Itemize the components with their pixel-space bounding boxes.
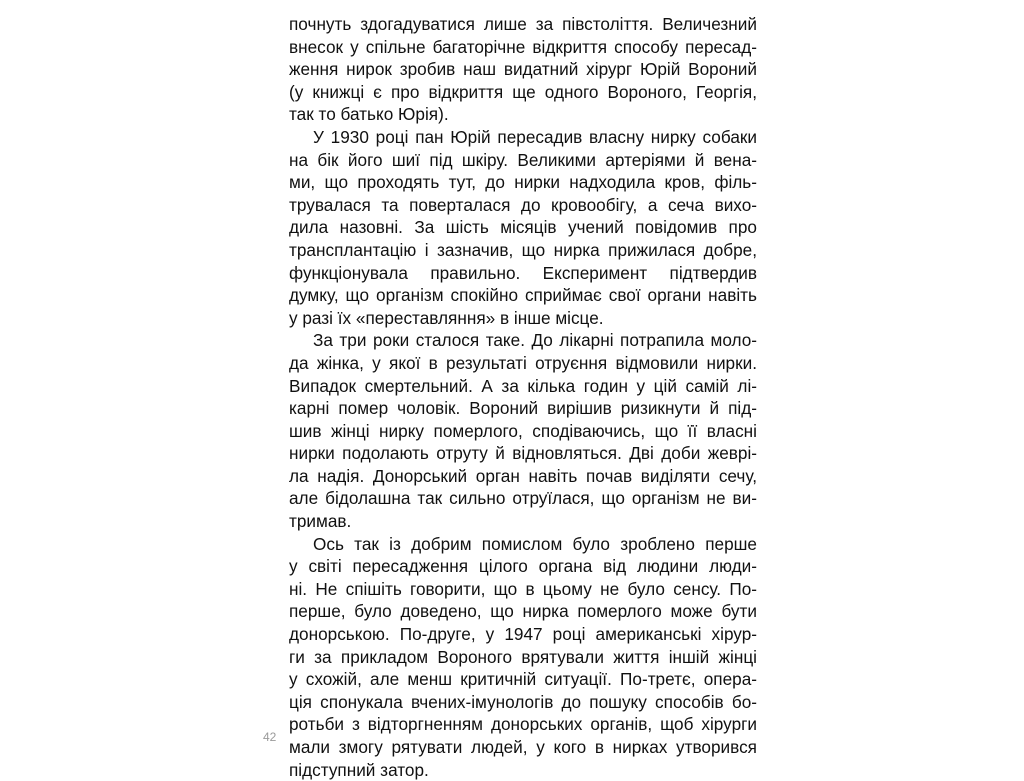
text-line: нирки подолають отруту й відновляться. Дві доби жеврі- — [289, 443, 757, 464]
text-line: ми, що проходять тут, до нирки надходила кров, філь- — [289, 172, 757, 193]
text-line: За три роки сталося таке. До лікарні потрапила моло- — [313, 330, 757, 351]
text-line: але бідолашна так сильно отруїлася, що організм не ви- — [289, 488, 757, 509]
text-line: (у книжці є про відкриття ще одного Вороного, Георгія, — [289, 81, 757, 102]
text-line: функціонувала правильно. Експеримент підтвердив — [289, 262, 757, 283]
text-line: на бік його шиї під шкіру. Великими артеріями й вена- — [289, 149, 757, 170]
text-line: Ось так із добрим помислом було зроблено перше — [313, 533, 757, 554]
text-line: да жінка, у якої в результаті отруєння відмовили нирки. — [289, 352, 757, 373]
text-line: перше, було доведено, що нирка померлого може бути — [289, 601, 757, 622]
text-line: у разі їх «переставляння» в інше місце. — [289, 307, 604, 328]
text-line: ротьби з відторгненням донорських органів, щоб хірурги — [289, 714, 757, 735]
text-line: внесок у спільне багаторічне відкриття способу пересад- — [289, 36, 757, 57]
text-line: ла надія. Донорський орган навіть почав виділяти сечу, — [289, 465, 757, 486]
text-line: Випадок смертельний. А за кілька годин у цій самій лі- — [289, 375, 757, 396]
text-line: карні помер чоловік. Вороний вирішив ризикнути й під- — [289, 398, 757, 419]
text-line: так то батько Юрія). — [289, 104, 449, 125]
text-line: трувалася та поверталася до кровообігу, а сеча вихо- — [289, 194, 757, 215]
text-line: У 1930 році пан Юрій пересадив власну нирку собаки — [313, 126, 757, 147]
text-line: у світі пересадження цілого органа від людини люди- — [289, 556, 757, 577]
text-line: дила назовні. За шість місяців учений повідомив про — [289, 217, 757, 238]
text-line: трансплантацію і зазначив, що нирка прижилася добре, — [289, 239, 757, 260]
text-line: ги за прикладом Вороного врятували життя іншій жінці — [289, 646, 757, 667]
page-number: 42 — [263, 730, 277, 744]
text-line: шив жінці нирку померлого, сподіваючись, що її власні — [289, 420, 757, 441]
body-text — [289, 13, 757, 781]
text-line: тримав. — [289, 511, 352, 532]
text-line: ження нирок зробив наш видатний хірург Юрій Вороний — [289, 59, 757, 80]
text-line: донорською. По-друге, у 1947 році американські хірур- — [289, 624, 757, 645]
text-line: почнуть здогадуватися лише за півстоліття. Величезний — [289, 14, 757, 34]
text-line: мали змогу рятувати людей, у кого в нирках утворився — [289, 737, 757, 757]
text-line: ція спонукала вчених-імунологів до пошуку способів бо- — [289, 691, 757, 712]
text-line: підступний затор. — [289, 759, 429, 780]
text-line: думку, що організм спокійно сприймає свої органи навіть — [289, 285, 757, 306]
text-line: ні. Не спішіть говорити, що в цьому не було сенсу. По- — [289, 578, 757, 599]
text-line: у схожій, але менш критичній ситуації. По-третє, опера- — [289, 669, 757, 690]
